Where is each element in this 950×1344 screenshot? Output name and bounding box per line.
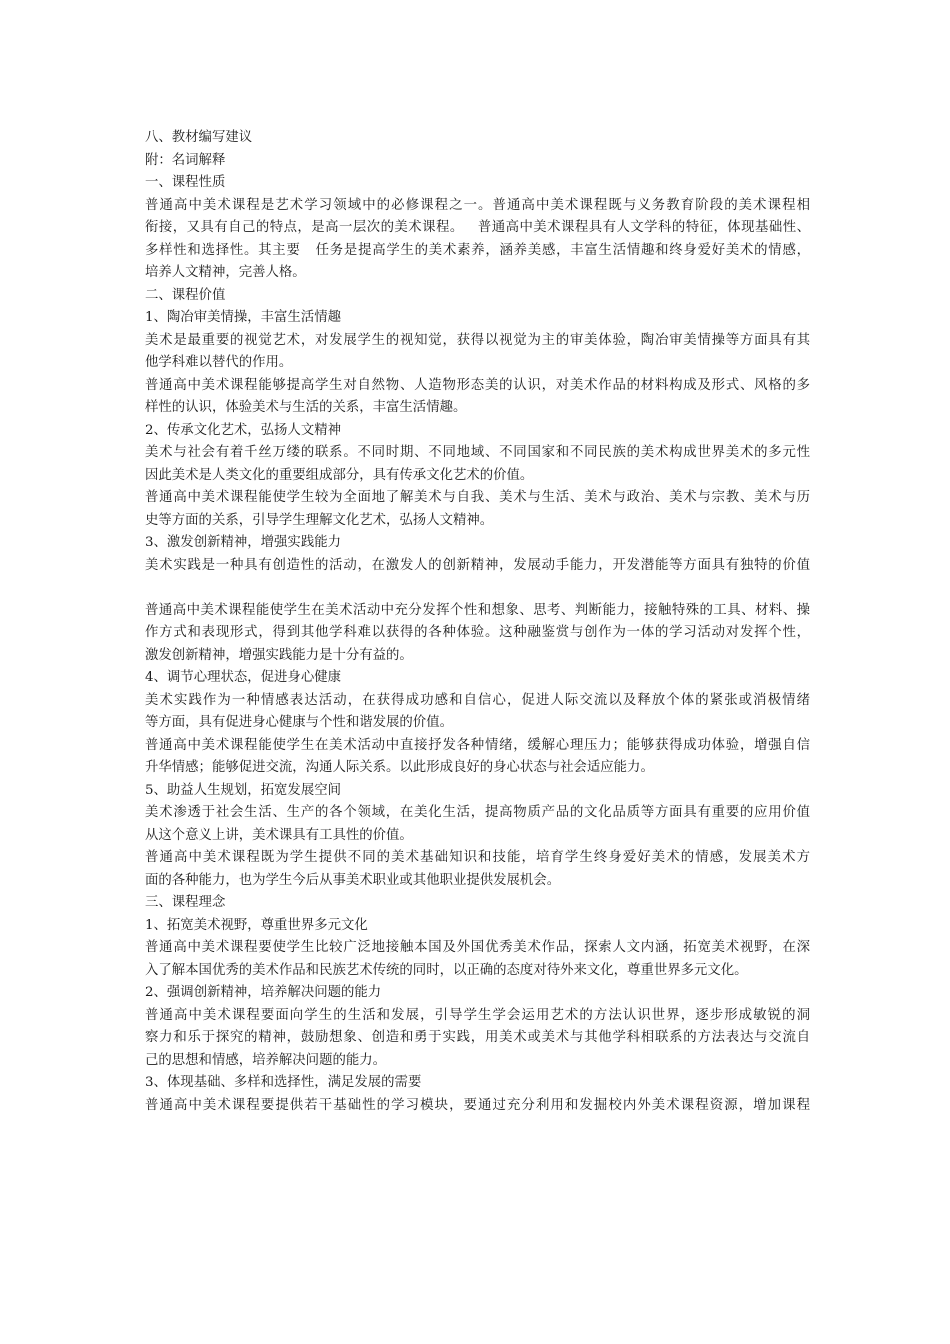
paragraph-line: 入了解本国优秀的美术作品和民族艺术传统的同时，以正确的态度对待外来文化，尊重世界多元文化。: [145, 962, 748, 978]
paragraph-line: 察力和乐于探究的精神，鼓励想象、创造和勇于实践，用美术或美术与其他学科相联系的方法表达与交流自: [145, 1030, 810, 1045]
subsection-heading: 1、陶冶审美情操，丰富生活情趣: [145, 310, 341, 325]
paragraph-line: 普通高中美术课程能使学生较为全面地了解美术与自我、美术与生活、美术与政治、美术与宗教、美术与历: [145, 490, 810, 505]
paragraph-line: 普通高中美术课程既为学生提供不同的美术基础知识和技能，培育学生终身爱好美术的情感，发展美术方: [145, 850, 810, 865]
paragraph-line: 等方面，具有促进身心健康与个性和谐发展的价值。: [145, 715, 453, 730]
paragraph-line: 面的各种能力，也为学生今后从事美术职业或其他职业提供发展机会。: [145, 872, 561, 888]
paragraph-line: 培养人文精神，完善人格。: [145, 265, 306, 280]
section-heading: 附：名词解释: [145, 152, 226, 168]
paragraph-line: 普通高中美术课程能使学生在美术活动中充分发挥个性和想象、思考、判断能力，接触特殊的工具、材料、操: [145, 602, 810, 618]
section-heading: 一、课程性质: [145, 175, 226, 190]
blank-line: [145, 577, 810, 600]
document-body: [145, 127, 810, 1117]
subsection-heading: 2、强调创新精神，培养解决问题的能力: [145, 985, 382, 1000]
paragraph-line: 样性的认识，体验美术与生活的关系，丰富生活情趣。: [145, 400, 467, 415]
subsection-heading: 4、调节心理状态，促进身心健康: [145, 670, 341, 685]
paragraph-line: 普通高中美术课程要面向学生的生活和发展，引导学生学会运用艺术的方法认识世界，逐步形成敏锐的洞: [145, 1007, 810, 1023]
section-heading: 二、课程价值: [145, 287, 226, 303]
paragraph-line: 史等方面的关系，引导学生理解文化艺术，弘扬人文精神。: [145, 512, 494, 528]
paragraph-line: 从这个意义上讲，美术课具有工具性的价值。: [145, 827, 413, 843]
paragraph-line: 升华情感；能够促进交流，沟通人际关系。以此形成良好的身心状态与社会适应能力。: [145, 760, 654, 775]
subsection-heading: 3、激发创新精神，增强实践能力: [145, 535, 341, 550]
paragraph-line: 美术渗透于社会生活、生产的各个领域，在美化生活，提高物质产品的文化品质等方面具有重要的应用价值: [145, 805, 810, 820]
subsection-heading: 1、拓宽美术视野，尊重世界多元文化: [145, 917, 368, 933]
paragraph-line: 他学科难以替代的作用。: [145, 355, 293, 370]
paragraph-line: 美术与社会有着千丝万缕的联系。不同时期、不同地域、不同国家和不同民族的美术构成世界美术的多元性: [145, 445, 810, 460]
paragraph-line: 普通高中美术课程能使学生在美术活动中直接抒发各种情绪，缓解心理压力；能够获得成功体验，增强自信: [145, 737, 810, 753]
paragraph-line: 因此美术是人类文化的重要组成部分，具有传承文化艺术的价值。: [145, 467, 534, 483]
paragraph-line: 美术实践是一种具有创造性的活动，在激发人的创新精神，发展动手能力，开发潜能等方面具有独特的价值: [145, 557, 810, 573]
paragraph-line: 多样性和选择性。其主要 任务是提高学生的美术素养，涵养美感，丰富生活情趣和终身爱好美术的情感，: [145, 242, 810, 258]
paragraph-line: 普通高中美术课程是艺术学习领域中的必修课程之一。普通高中美术课程既与义务教育阶段的美术课程相: [145, 197, 810, 213]
paragraph-line: 激发创新精神，增强实践能力是十分有益的。: [145, 647, 413, 663]
subsection-heading: 3、体现基础、多样和选择性，满足发展的需要: [145, 1075, 422, 1090]
subsection-heading: 5、助益人生规划，拓宽发展空间: [145, 782, 341, 798]
section-heading: 八、教材编写建议: [145, 130, 253, 145]
paragraph-line: 美术是最重要的视觉艺术，对发展学生的视知觉，获得以视觉为主的审美体验，陶冶审美情操等方面具有其: [145, 332, 810, 348]
paragraph-line: 普通高中美术课程要提供若干基础性的学习模块，要通过充分利用和发掘校内外美术课程资源，增加课程: [145, 1097, 810, 1113]
paragraph-line: 己的思想和情感，培养解决问题的能力。: [145, 1052, 387, 1068]
paragraph-line: 美术实践作为一种情感表达活动，在获得成功感和自信心，促进人际交流以及释放个体的紧张或消极情绪: [145, 692, 810, 708]
subsection-heading: 2、传承文化艺术，弘扬人文精神: [145, 422, 341, 438]
paragraph-line: 衔接，又具有自己的特点，是高一层次的美术课程。 普通高中美术课程具有人文学科的特征，体现基础性、: [145, 220, 810, 235]
section-heading: 三、课程理念: [145, 895, 226, 910]
paragraph-line: 作方式和表现形式，得到其他学科难以获得的各种体验。这种融鉴赏与创作为一体的学习活动对发挥个性，: [145, 625, 810, 640]
paragraph-line: 普通高中美术课程要使学生比较广泛地接触本国及外国优秀美术作品，探索人文内涵，拓宽美术视野，在深: [145, 940, 810, 955]
paragraph-line: 普通高中美术课程能够提高学生对自然物、人造物形态美的认识，对美术作品的材料构成及形式、风格的多: [145, 377, 810, 393]
